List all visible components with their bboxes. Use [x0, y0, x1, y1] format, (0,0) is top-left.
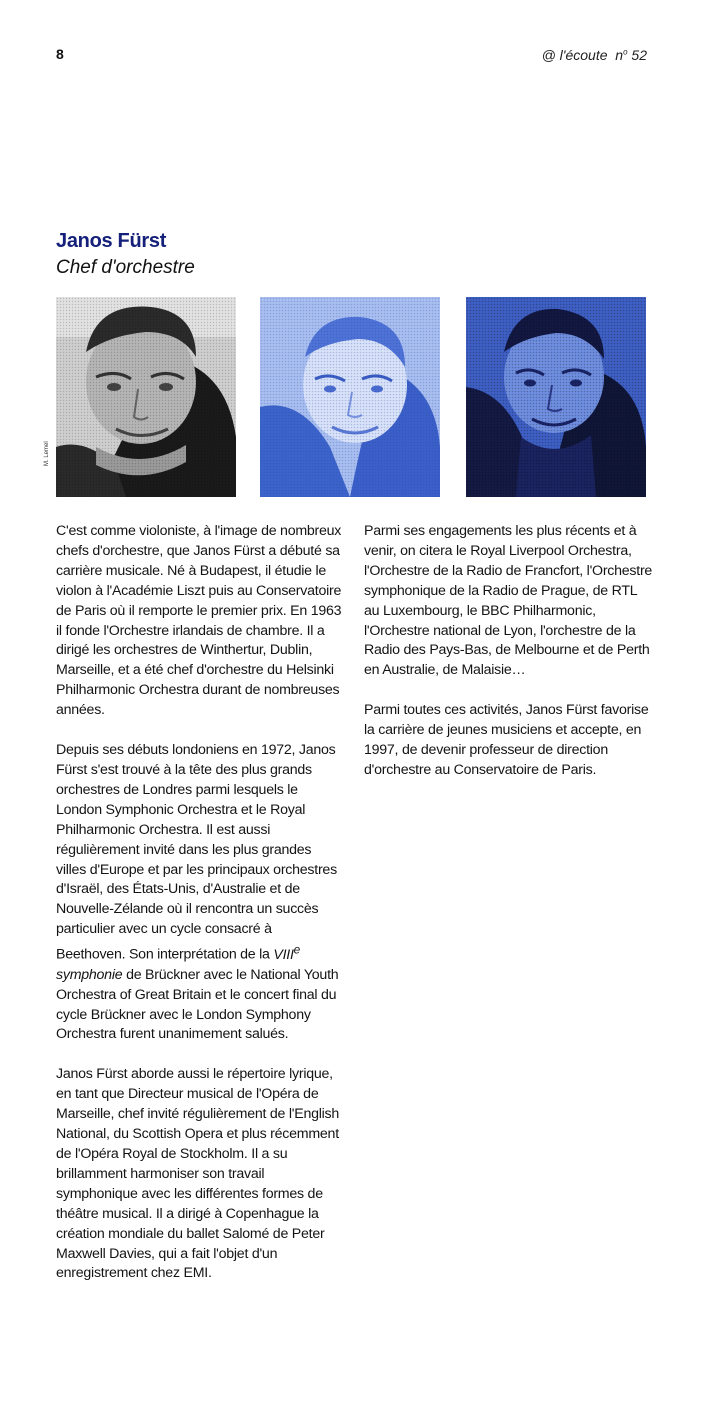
portrait-photo-grayscale — [56, 297, 236, 497]
article-right-column — [364, 522, 654, 801]
symphony-title: VIIIe symphonie — [56, 942, 301, 983]
article-left-column — [56, 522, 344, 1304]
person-role: Chef d'orchestre — [56, 257, 195, 278]
paragraph-teaching: Parmi toutes ces activités, Janos Fürst favorise la carrière de jeunes musiciens et accepte, en 1997, de devenir professeur de direction d'orchestre au Conservatoire de Paris. — [364, 702, 649, 778]
publication-header — [542, 47, 647, 63]
paragraph-lyric-repertoire: Janos Fürst aborde aussi le répertoire lyrique, en tant que Directeur musical de l'Opéra de Marseille, chef invité régulièrement de l'English National, du Scottish Opera et plus récemment de l'Opéra Royal de Stockholm. Il a su brillamment harmoniser son travail symphonique avec les différentes formes de théâtre musical. Il a dirigé à Copenhague la création mondiale du ballet Salomé de Peter Maxwell Davies, qui a fait l'objet d'un enregistrement chez EMI. — [56, 1066, 340, 1282]
issue-number: 52 — [631, 47, 647, 63]
paragraph-london-career: Depuis ses débuts londoniens en 1972, Janos Fürst s'est trouvé à la tête des plus grands orchestres de Londres parmi lesquels le London Symphonic Orchestra et le Royal Philharmonic Orchestra. Il est aussi régulièrement invité dans les plus grandes villes d'Europe et par les principaux orchestres d'Israël, des États-Unis, d'Australie et de Nouvelle-Zélande où il rencontra un succès particulier avec un cycle consacré à Beethoven. Son interprétation de la VIIIe symphonie de Brückner avec le National Youth Orchestra of Great Britain et le concert final du cycle Brückner avec le London Symphony Orchestra furent unanimement salués. — [56, 742, 339, 1043]
portrait-photo-dark-blue — [466, 297, 646, 497]
issue-label-sup: o — [623, 47, 628, 57]
page-number: 8 — [56, 46, 64, 62]
photo-credit: M. Lemel — [44, 441, 50, 466]
paragraph-early-career: C'est comme violoniste, à l'image de nombreux chefs d'orchestre, que Janos Fürst a débuté sa carrière musicale. Né à Budapest, il étudie le violon à l'Académie Liszt puis au Conservatoire de Paris où il remporte le premier prix. En 1963 il fonde l'Orchestre irlandais de chambre. Il a dirigé les orchestres de Winthertur, Dublin, Marseille, et a été chef d'orchestre du Helsinki Philharmonic Orchestra durant de nombreuses années. — [56, 523, 342, 719]
issue-label: n — [615, 47, 624, 63]
person-name: Janos Fürst — [56, 230, 167, 252]
publication-title: @ l'écoute — [541, 47, 608, 63]
portrait-photo-light-blue — [260, 297, 440, 497]
paragraph-engagements: Parmi ses engagements les plus récents et à venir, on citera le Royal Liverpool Orchestra, l'Orchestre de la Radio de Francfort, l'Orchestre symphonique de la Radio de Prague, de RTL au Luxembourg, le BBC Philharmonic, l'Orchestre national de Lyon, l'orchestre de la Radio des Pays-Bas, de Melbourne et de Perth en Australie, de Malaisie… — [364, 523, 653, 679]
